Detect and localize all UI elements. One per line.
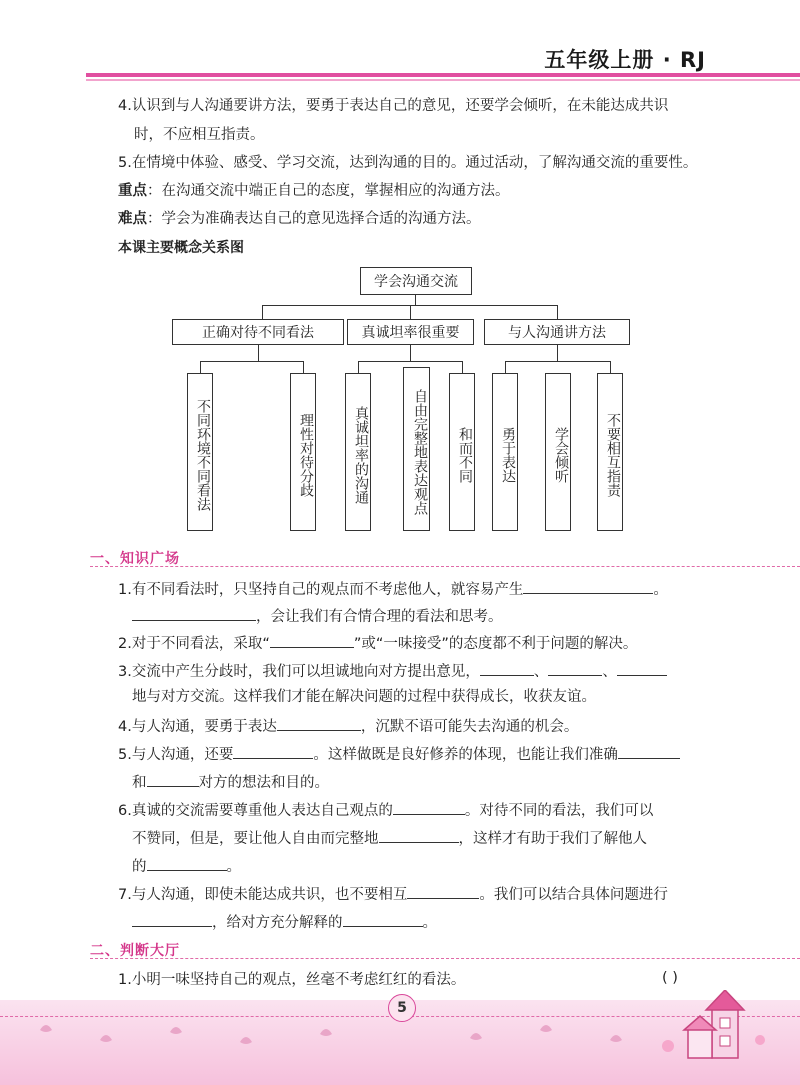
question-7-line2 (132, 911, 437, 933)
connector (462, 361, 463, 373)
q7-text-b: 。我们可以结合具体问题进行 (479, 887, 668, 903)
question-2 (118, 632, 637, 654)
section-2-title: 二、判断大厅 (90, 943, 180, 959)
difficult-point (118, 209, 481, 229)
q6-text-d: ，这样才有助于我们了解他人 (458, 831, 647, 847)
q2-text-a: 2.对于不同看法，采取“ (118, 636, 270, 652)
q7-text-a: 7.与人沟通，即使未能达成共识，也不要相互 (118, 887, 408, 903)
blank-input[interactable] (480, 660, 534, 676)
q2-text-b: ”或“一味接受”的态度都不利于问题的解决。 (353, 636, 638, 652)
connector (415, 295, 416, 305)
section-1-title: 一、知识广场 (90, 551, 180, 567)
connector (262, 305, 263, 319)
blank-input[interactable] (277, 715, 361, 731)
q5-text-a: 5.与人沟通，还要 (118, 747, 234, 763)
question-1-line1 (118, 578, 668, 600)
question-3-line1 (118, 660, 667, 682)
q5-text-c: 和 (132, 775, 147, 791)
q1-text-b: ，会让我们有合情合理的看法和思考。 (256, 609, 503, 625)
q6-text-a: 6.真诚的交流需要尊重他人表达自己观点的 (118, 803, 393, 819)
diagram-leaf-7: 学会倾听 (545, 373, 571, 531)
q6-text-b: 。对待不同的看法，我们可以 (464, 803, 654, 819)
connector (505, 361, 610, 362)
question-7-line1 (118, 883, 668, 905)
blank-input[interactable] (617, 660, 667, 676)
q3-text-a: 3.交流中产生分歧时，我们可以坦诚地向对方提出意见， (118, 664, 480, 680)
q5-text-b: 。这样做既是良好修养的体现，也能让我们准确 (313, 747, 618, 763)
key-point (118, 181, 510, 201)
key-point-label: 重点 (118, 183, 147, 199)
connector (505, 361, 506, 373)
diagram-leaf-5: 和而不同 (449, 373, 475, 531)
q6-text-e: 的 (132, 859, 147, 875)
objective-4-line2: 时，不应相互指责。 (134, 127, 265, 143)
blank-input[interactable] (233, 743, 313, 759)
header-rule (86, 73, 800, 77)
question-6-line1 (118, 799, 653, 821)
q4-text-a: 4.与人沟通，要勇于表达 (118, 719, 277, 735)
blank-input[interactable] (147, 771, 199, 787)
diagram-leaf-6: 勇于表达 (492, 373, 518, 531)
q6-period: 。 (226, 859, 241, 875)
diagram-leaf-8: 不要相互指责 (597, 373, 623, 531)
question-3-line2: 地与对方交流。这样我们才能在解决问题的过程中获得成长，收获友谊。 (132, 689, 596, 705)
connector (410, 345, 411, 361)
blank-input[interactable] (407, 883, 479, 899)
question-1-line2 (132, 605, 503, 627)
answer-parentheses[interactable]: ( ) (662, 970, 678, 986)
connector (358, 361, 359, 373)
difficult-point-label: 难点 (118, 211, 147, 227)
question-5-line2 (132, 771, 329, 793)
diagram-leaf-4: 自由完整地表达观点 (403, 367, 430, 531)
connector (200, 361, 303, 362)
blank-input[interactable] (618, 743, 680, 759)
blank-input[interactable] (270, 632, 354, 648)
house-icon (662, 990, 765, 1058)
q1-period: 。 (653, 582, 668, 598)
blank-input[interactable] (132, 605, 256, 621)
header-rule-thin (86, 79, 800, 81)
blank-input[interactable] (147, 855, 227, 871)
blank-input[interactable] (523, 578, 653, 594)
grade-label: 五年级上册 · RJ (544, 48, 706, 72)
q6-text-c: 不赞同，但是，要让他人自由而完整地 (132, 831, 379, 847)
connector (557, 345, 558, 361)
q3-sep: 、 (602, 664, 617, 680)
blank-input[interactable] (548, 660, 602, 676)
blank-input[interactable] (132, 911, 212, 927)
section-1-divider (90, 566, 800, 567)
page-number: 5 (388, 994, 416, 1022)
section-2-divider (90, 958, 800, 959)
diagram-branch-2: 真诚坦率很重要 (347, 319, 474, 345)
connector (410, 305, 411, 319)
blank-input[interactable] (393, 799, 465, 815)
objective-4-line1: 4.认识到与人沟通要讲方法，要勇于表达自己的意见，还要学会倾听，在未能达成共识 (118, 98, 669, 114)
difficult-point-text: ：学会为准确表达自己的意见选择合适的沟通方法。 (147, 211, 481, 227)
diagram-leaf-1: 不同环境不同看法 (187, 373, 213, 531)
diagram-leaf-2: 理性对待分歧 (290, 373, 316, 531)
diagram-branch-3: 与人沟通讲方法 (484, 319, 630, 345)
diagram-branch-1: 正确对待不同看法 (172, 319, 344, 345)
q3-sep: 、 (533, 664, 549, 680)
blank-input[interactable] (379, 827, 459, 843)
connector (258, 345, 259, 361)
q7-text-c: ，给对方充分解释的 (212, 915, 343, 931)
connector (200, 361, 201, 373)
blank-input[interactable] (343, 911, 423, 927)
key-point-text: ：在沟通交流中端正自己的态度，掌握相应的沟通方法。 (147, 183, 510, 199)
diagram-root: 学会沟通交流 (360, 267, 472, 295)
q7-period: 。 (422, 915, 437, 931)
connector (303, 361, 304, 373)
question-5-line1 (118, 743, 680, 765)
q5-text-d: 对方的想法和目的。 (198, 775, 329, 791)
connector (610, 361, 611, 373)
diagram-heading: 本课主要概念关系图 (118, 240, 244, 256)
connector (557, 305, 558, 319)
question-6-line3 (132, 855, 241, 877)
q4-text-b: ，沉默不语可能失去沟通的机会。 (360, 719, 579, 735)
q1-text-a: 1.有不同看法时，只坚持自己的观点而不考虑他人，就容易产生 (118, 582, 524, 598)
question-6-line2 (132, 827, 647, 849)
connector (358, 361, 462, 362)
objective-5: 5.在情境中体验、感受、学习交流，达到沟通的目的。通过活动，了解沟通交流的重要性。 (118, 155, 698, 171)
judge-question-1: 1.小明一味坚持自己的观点，丝毫不考虑红红的看法。 (118, 972, 466, 988)
diagram-leaf-3: 真诚坦率的沟通 (345, 373, 371, 531)
question-4 (118, 715, 578, 737)
sprout-icon (40, 1025, 622, 1044)
